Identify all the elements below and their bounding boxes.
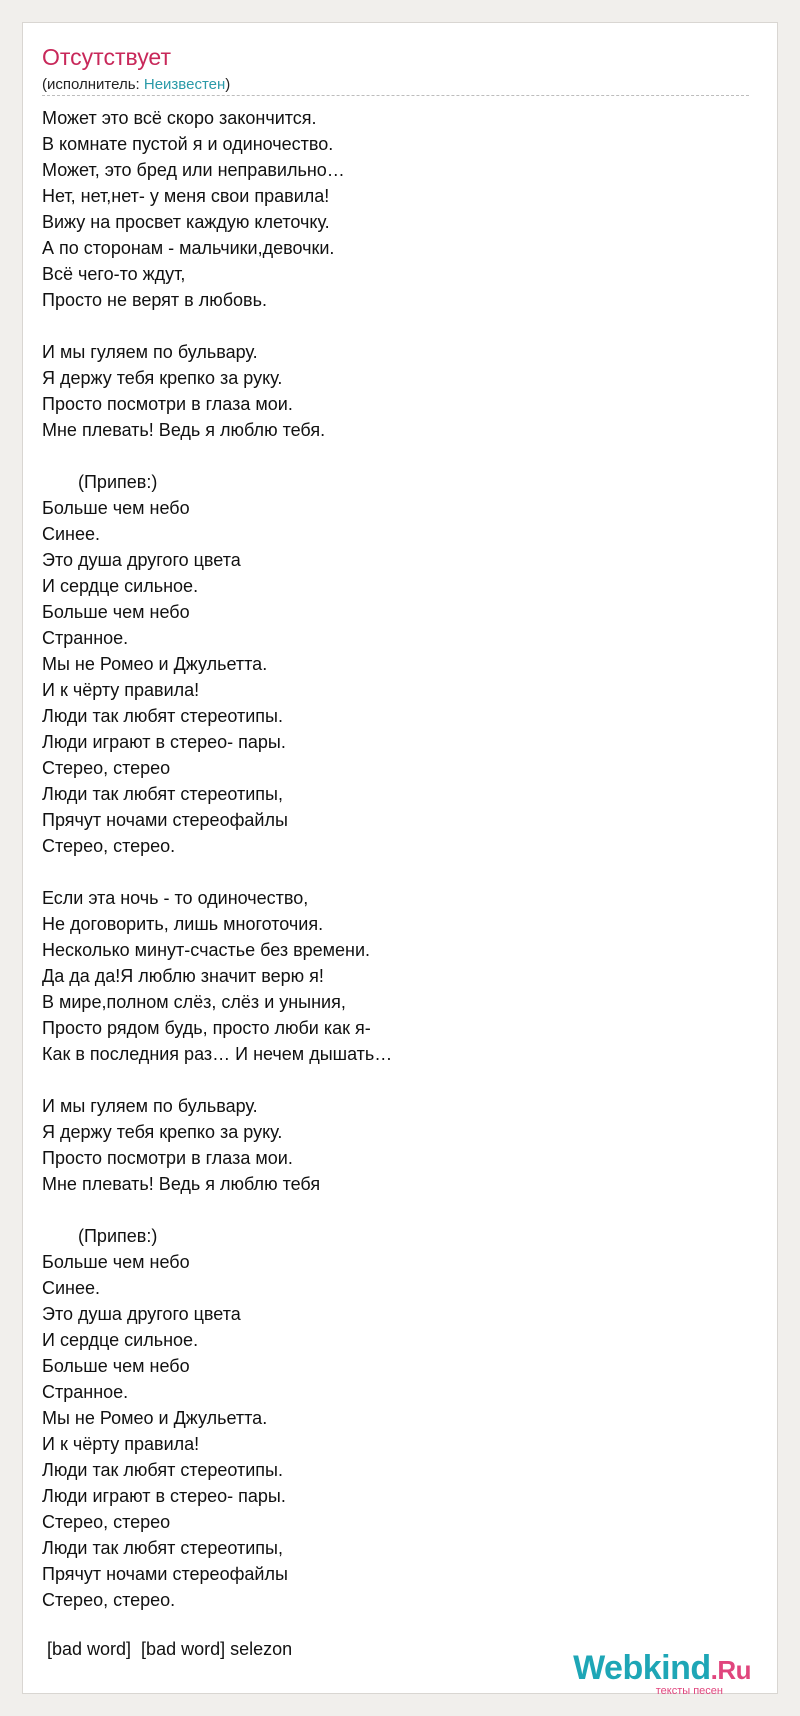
lyric-line: Мы не Ромео и Джульетта. bbox=[42, 1408, 268, 1428]
stanza-gap bbox=[42, 1197, 742, 1223]
artist-suffix: ) bbox=[225, 76, 231, 93]
lyric-line: Стерео, стерео bbox=[42, 758, 171, 778]
lyric-line: Нет, нет,нет- у меня свои правила! bbox=[42, 186, 330, 206]
lyric-line: Да да да!Я люблю значит верю я! bbox=[42, 966, 324, 986]
lyric-line: Синее. bbox=[42, 524, 101, 544]
lyric-line: Если эта ночь - то одиночество, bbox=[42, 888, 309, 908]
lyric-line: Больше чем небо bbox=[42, 1252, 190, 1272]
lyric-line: Просто рядом будь, просто люби как я- bbox=[42, 1018, 371, 1038]
logo-wordmark bbox=[573, 1651, 751, 1687]
lyric-line: Люди так любят стереотипы, bbox=[42, 1538, 283, 1558]
prechorus-1 bbox=[42, 339, 742, 443]
artist-link[interactable]: Неизвестен bbox=[143, 76, 226, 93]
lyrics-body bbox=[42, 105, 742, 1613]
lyric-line: И мы гуляем по бульвару. bbox=[42, 342, 258, 362]
lyric-line: И мы гуляем по бульвару. bbox=[42, 1096, 258, 1116]
verse-1 bbox=[42, 105, 742, 313]
lyric-line: В мире,полном слёз, слёз и уныния, bbox=[42, 992, 346, 1012]
lyric-line: Стерео, стерео. bbox=[42, 836, 176, 856]
stanza-gap bbox=[42, 859, 742, 885]
lyric-line: Это душа другого цвета bbox=[42, 550, 241, 570]
lyric-line: Не договорить, лишь многоточия. bbox=[42, 914, 324, 934]
lyric-line: Стерео, стерео bbox=[42, 1512, 171, 1532]
lyric-line: Как в последния раз… И нечем дышать… bbox=[42, 1044, 393, 1064]
lyric-line: Прячут ночами стереофайлы bbox=[42, 810, 288, 830]
lyric-line: И сердце сильное. bbox=[42, 1330, 199, 1350]
lyric-line: Просто посмотри в глаза мои. bbox=[42, 1148, 293, 1168]
logo-tld: .Ru bbox=[710, 1655, 751, 1685]
lyric-line: В комнате пустой я и одиночество. bbox=[42, 134, 334, 154]
lyric-line: А по сторонам - мальчики,девочки. bbox=[42, 238, 335, 258]
site-logo[interactable] bbox=[573, 1651, 751, 1697]
lyric-line: Просто не верят в любовь. bbox=[42, 290, 267, 310]
lyric-line: Больше чем небо bbox=[42, 498, 190, 518]
lyrics-card bbox=[22, 22, 778, 1697]
lyric-line: Больше чем небо bbox=[42, 602, 190, 622]
lyric-line: Синее. bbox=[42, 1278, 101, 1298]
lyric-line: Люди так любят стереотипы, bbox=[42, 784, 283, 804]
chorus-1 bbox=[42, 495, 742, 859]
lyric-line: Странное. bbox=[42, 1382, 129, 1402]
lyric-line: Мы не Ромео и Джульетта. bbox=[42, 654, 268, 674]
stanza-gap bbox=[42, 443, 742, 469]
prechorus-2 bbox=[42, 1093, 742, 1197]
lyric-line: Просто посмотри в глаза мои. bbox=[42, 394, 293, 414]
lyric-line: Это душа другого цвета bbox=[42, 1304, 241, 1324]
lyric-line: И сердце сильное. bbox=[42, 576, 199, 596]
logo-tagline: тексты песен bbox=[655, 1685, 723, 1697]
lyric-line: Я держу тебя крепко за руку. bbox=[42, 1122, 283, 1142]
song-title: Отсутствует bbox=[42, 44, 171, 70]
stanza-gap bbox=[42, 313, 742, 339]
lyric-line: Вижу на просвет каждую клеточку. bbox=[42, 212, 330, 232]
logo-main-text: Webkind bbox=[573, 1649, 711, 1687]
chorus-label: (Припев:) bbox=[78, 1226, 158, 1246]
header-divider bbox=[42, 95, 749, 96]
artist-prefix: (исполнитель: bbox=[42, 76, 144, 93]
lyric-line: Странное. bbox=[42, 628, 129, 648]
lyric-line: Может, это бред или неправильно… bbox=[42, 160, 345, 180]
lyric-line: Люди играют в стерео- пары. bbox=[42, 1486, 286, 1506]
lyric-line: Всё чего-то ждут, bbox=[42, 264, 186, 284]
lyric-line: И к чёрту правила! bbox=[42, 680, 200, 700]
lyric-line: Люди так любят стереотипы. bbox=[42, 706, 283, 726]
lyric-line: Мне плевать! Ведь я люблю тебя bbox=[42, 1174, 321, 1194]
artist-line bbox=[42, 75, 230, 95]
chorus-2 bbox=[42, 1249, 742, 1613]
verse-2 bbox=[42, 885, 742, 1067]
lyric-line: Может это всё скоро закончится. bbox=[42, 108, 317, 128]
lyric-line: Прячут ночами стереофайлы bbox=[42, 1564, 288, 1584]
lyric-line: Несколько минут-счастье без времени. bbox=[42, 940, 371, 960]
stanza-gap bbox=[42, 1067, 742, 1093]
lyric-line: Люди играют в стерео- пары. bbox=[42, 732, 286, 752]
lyric-line: Больше чем небо bbox=[42, 1356, 190, 1376]
chorus-label: (Припев:) bbox=[78, 472, 158, 492]
lyric-line: Я держу тебя крепко за руку. bbox=[42, 368, 283, 388]
lyric-line: Стерео, стерео. bbox=[42, 1590, 176, 1610]
lyric-line: Мне плевать! Ведь я люблю тебя. bbox=[42, 420, 326, 440]
lyric-line: И к чёрту правила! bbox=[42, 1434, 200, 1454]
lyric-line: Люди так любят стереотипы. bbox=[42, 1460, 283, 1480]
credits: [bad word] [bad word] selezon bbox=[47, 1639, 293, 1659]
